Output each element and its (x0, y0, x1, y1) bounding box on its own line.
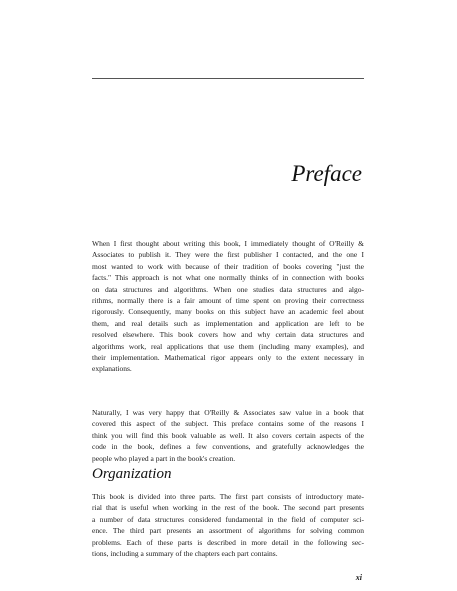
chapter-title: Preface (291, 161, 362, 186)
paragraph-line: When I first thought about writing this book, I immediately thought of O'Reilly & (92, 239, 364, 248)
paragraph-line: ence. The third part presents an assortment of algorithms for solving common (92, 526, 364, 536)
paragraph-line: facts." This approach is not what one normally thinks of in connection with books (92, 273, 364, 283)
paragraph-line: Associates to publish it. They were the first publisher I contacted, and the one I (92, 250, 364, 260)
paragraph-line: explanations. (92, 364, 132, 374)
paragraph-line: Naturally, I was very happy that O'Reilly & Associates saw value in a book that (92, 408, 364, 417)
intro-paragraph-2 (92, 407, 364, 464)
paragraph-line: a number of data structures considered fundamental in the field of computer sci- (92, 514, 364, 524)
page-number: xi (355, 573, 362, 582)
paragraph-line: tions, including a summary of the chapters each part contains. (92, 549, 278, 559)
paragraph-line: covered this aspect of the subject. This preface contains some of the reasons I (92, 419, 364, 429)
paragraph-line: code in the book, defines a few conventions, and gratefully acknowledges the (92, 442, 364, 452)
paragraph-line: most wanted to work with because of their tradition of books covering "just the (92, 261, 364, 271)
paragraph-line: think you will find this book valuable as well. It also covers certain aspects of the (92, 430, 364, 440)
paragraph-line: rigorously. Consequently, many books on this subject have an academic feel about (92, 307, 364, 317)
paragraph-line: rithms, normally there is a fair amount of time spent on proving their correctness (92, 296, 364, 306)
paragraph-line: on data structures and algorithms. When one studies data structures and algo- (92, 284, 364, 294)
paragraph-line: This book is divided into three parts. The first part consists of introductory mate- (92, 492, 364, 501)
paragraph-line: their implementation. Mathematical rigor appears only to the extent necessary in (92, 353, 364, 363)
intro-paragraph-1 (92, 238, 364, 375)
paragraph-line: resolved elsewhere. This book covers how and why certain data structures and (92, 330, 364, 340)
section-heading-organization: Organization (92, 466, 172, 482)
paragraph-line: rial that is useful when working in the rest of the book. The second part presents (92, 503, 364, 513)
paragraph-line: them, and real details such as implementation and application are left to be (92, 318, 364, 328)
organization-paragraph (92, 491, 364, 559)
paragraph-line: problems. Each of these parts is described in more detail in the following sec- (92, 537, 364, 547)
paragraph-line: algorithms work, real applications that use them (including many examples), and (92, 341, 364, 351)
paragraph-line: people who played a part in the book's creation. (92, 453, 236, 463)
top-rule-divider (92, 78, 364, 79)
